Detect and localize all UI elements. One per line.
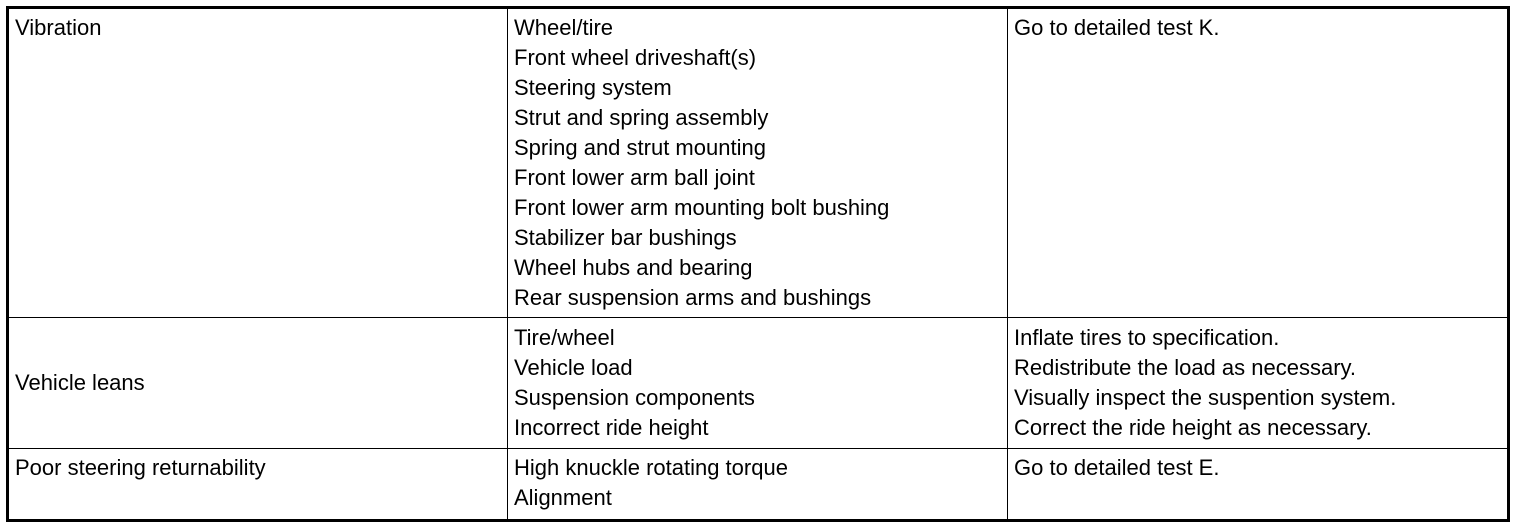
cause-item: Vehicle load [514, 355, 633, 380]
cause-item: Tire/wheel [514, 325, 615, 350]
action-item: Inflate tires to specification. [1014, 325, 1280, 350]
possible-cause-cell [508, 449, 1008, 521]
action-cell [1008, 318, 1509, 449]
cause-item: Steering system [514, 75, 672, 100]
diagnosis-table [6, 6, 1510, 522]
cause-item: Front lower arm mounting bolt bushing [514, 195, 890, 220]
cause-item: Rear suspension arms and bushings [514, 285, 872, 310]
cause-item: Strut and spring assembly [514, 105, 769, 130]
action-item: Go to detailed test E. [1014, 455, 1220, 480]
possible-cause-cell [508, 8, 1008, 318]
symptom-text: Vehicle leans [15, 370, 145, 395]
cause-item: Incorrect ride height [514, 415, 709, 440]
cause-item: Wheel hubs and bearing [514, 255, 753, 280]
cause-item: High knuckle rotating torque [514, 455, 788, 480]
cause-item: Stabilizer bar bushings [514, 225, 737, 250]
cause-item: Front wheel driveshaft(s) [514, 45, 757, 70]
cause-item: Front lower arm ball joint [514, 165, 755, 190]
possible-cause-cell [508, 318, 1008, 449]
action-cell [1008, 449, 1509, 521]
symptom-text: Poor steering returnability [15, 455, 266, 480]
symptom-text: Vibration [15, 15, 102, 40]
cause-item: Suspension components [514, 385, 755, 410]
table-row [8, 449, 1509, 521]
symptom-cell [8, 318, 508, 449]
symptom-cell [8, 8, 508, 318]
action-item: Visually inspect the suspention system. [1014, 385, 1397, 410]
table-row [8, 318, 1509, 449]
cause-item: Wheel/tire [514, 15, 614, 40]
action-cell [1008, 8, 1509, 318]
action-item: Redistribute the load as necessary. [1014, 355, 1356, 380]
cause-item: Alignment [514, 485, 612, 510]
action-item: Go to detailed test K. [1014, 15, 1220, 40]
action-item: Correct the ride height as necessary. [1014, 415, 1372, 440]
table-row [8, 8, 1509, 318]
symptom-cell [8, 449, 508, 521]
cause-item: Spring and strut mounting [514, 135, 766, 160]
